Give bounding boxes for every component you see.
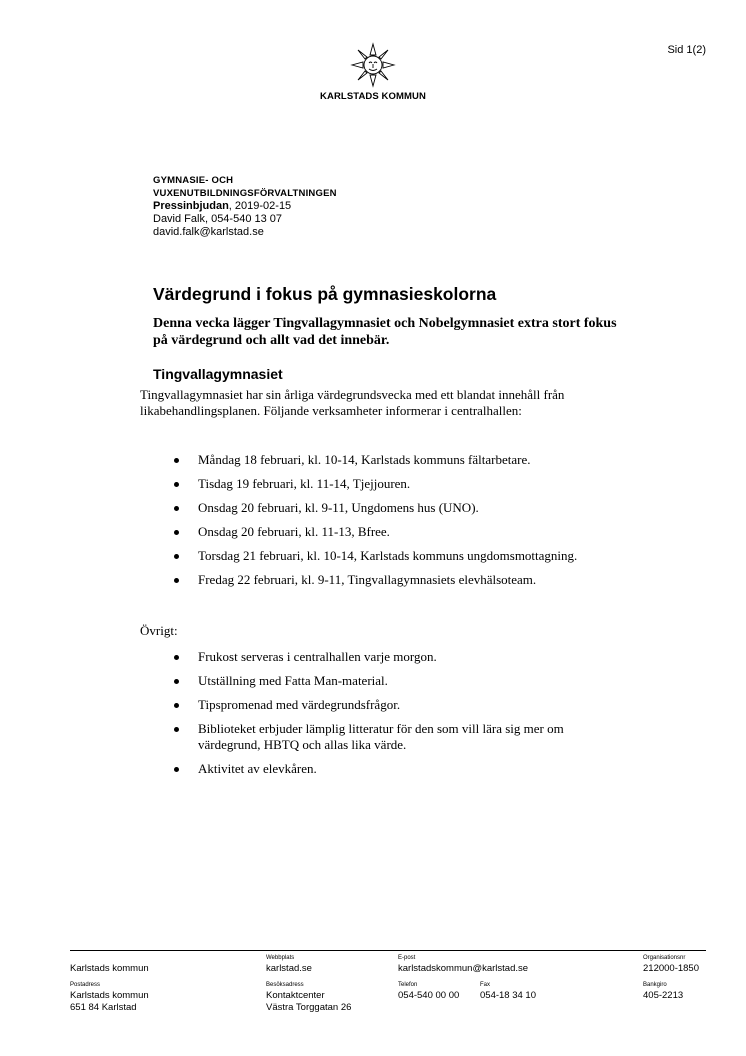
list-item — [140, 548, 620, 564]
contact-email: david.falk@karlstad.se — [153, 226, 264, 238]
karlstad-logo — [313, 42, 433, 102]
other-label: Övrigt: — [140, 623, 178, 638]
footer-email: karlstadskommun@karlstad.se — [398, 963, 529, 974]
footer-postal-label: Postadress — [70, 982, 101, 988]
document-type-line — [153, 200, 337, 213]
footer-org-name: Karlstads kommun — [70, 963, 149, 974]
bullet-icon — [174, 554, 179, 559]
department-line: GYMNASIE- OCH — [153, 175, 234, 186]
bullet-icon — [174, 458, 179, 463]
footer — [70, 950, 706, 1013]
footer-postal-line2: 651 84 Karlstad — [70, 1002, 137, 1013]
footer-fax-label: Fax — [480, 982, 491, 988]
list-item — [140, 476, 620, 492]
footer-orgnr-label: Organisationsnr — [643, 955, 686, 961]
bullet-icon — [174, 530, 179, 535]
logo-text: KARLSTADS KOMMUN — [320, 91, 426, 102]
footer-bankgiro: 405-2213 — [643, 990, 684, 1001]
footer-orgnr: 212000-1850 — [643, 963, 699, 974]
list-item-text: Tisdag 19 februari, kl. 11-14, Tjejjouren. — [198, 476, 411, 491]
contact-person: David Falk, 054-540 13 07 — [153, 213, 283, 225]
lead-paragraph: Denna vecka lägger Tingvallagymnasiet och Nobelgymnasiet extra stort fokus på värdegrund och allt vad det innebär. — [153, 316, 617, 348]
footer-website: karlstad.se — [266, 963, 312, 974]
footer-phone-label: Telefon — [398, 982, 418, 988]
list-item-text: Aktivitet av elevkåren. — [198, 761, 317, 776]
list-item — [140, 697, 620, 713]
department-line: VUXENUTBILDNINGSFÖRVALTNINGEN — [153, 188, 337, 199]
footer-email-label: E-post — [398, 955, 416, 961]
list-item — [140, 572, 620, 588]
document-date: , 2019-02-15 — [228, 200, 292, 212]
footer-visit-line2: Västra Torggatan 26 — [266, 1002, 352, 1013]
list-item-text: Tipspromenad med värdegrundsfrågor. — [198, 697, 401, 712]
footer-fax: 054-18 34 10 — [480, 990, 536, 1001]
footer-bankgiro-label: Bankgiro — [643, 982, 667, 988]
intro-paragraph: Tingvallagymnasiet har sin årliga värdegrundsvecka med ett blandat innehåll från likabehandlingsplanen. Följande verksamheter informerar i centralhallen: — [140, 387, 565, 418]
list-item-text: Torsdag 21 februari, kl. 10-14, Karlstads kommuns ungdomsmottagning. — [198, 548, 578, 563]
document-type: Pressinbjudan — [153, 200, 229, 212]
list-item — [140, 500, 620, 516]
bullet-icon — [174, 727, 179, 732]
events-list — [140, 452, 620, 596]
footer-phone: 054-540 00 00 — [398, 990, 460, 1001]
list-item-text: Utställning med Fatta Man-material. — [198, 673, 388, 688]
list-item-text: Fredag 22 februari, kl. 9-11, Tingvallagymnasiets elevhälsoteam. — [198, 572, 537, 587]
bullet-icon — [174, 679, 179, 684]
bullet-icon — [174, 655, 179, 660]
footer-website-label: Webbplats — [266, 955, 295, 961]
sun-logo-icon — [350, 42, 396, 88]
list-item — [140, 649, 620, 665]
list-item-text: Måndag 18 februari, kl. 10-14, Karlstads kommuns fältarbetare. — [198, 452, 531, 467]
bullet-icon — [174, 578, 179, 583]
list-item — [140, 673, 620, 689]
sender-block — [153, 174, 337, 239]
footer-visit-label: Besöksadress — [266, 982, 304, 988]
bullet-icon — [174, 506, 179, 511]
page-title: Värdegrund i fokus på gymnasieskolorna — [153, 284, 497, 304]
bullet-icon — [174, 767, 179, 772]
list-item-text: Biblioteket erbjuder lämplig litteratur för den som vill lära sig mer om värdegrund, HBTQ och allas lika värde. — [198, 721, 564, 752]
bullet-icon — [174, 703, 179, 708]
page-number: Sid 1(2) — [667, 44, 706, 56]
bullet-icon — [174, 482, 179, 487]
list-item-text: Onsdag 20 februari, kl. 11-13, Bfree. — [198, 524, 390, 539]
list-item — [140, 452, 620, 468]
list-item-text: Frukost serveras i centralhallen varje morgon. — [198, 649, 437, 664]
footer-postal-line1: Karlstads kommun — [70, 990, 149, 1001]
section-heading: Tingvallagymnasiet — [153, 366, 283, 382]
list-item — [140, 524, 620, 540]
footer-visit-line1: Kontaktcenter — [266, 990, 325, 1001]
list-item — [140, 761, 620, 777]
list-item — [140, 721, 620, 753]
list-item-text: Onsdag 20 februari, kl. 9-11, Ungdomens hus (UNO). — [198, 500, 479, 515]
other-list — [140, 649, 620, 785]
